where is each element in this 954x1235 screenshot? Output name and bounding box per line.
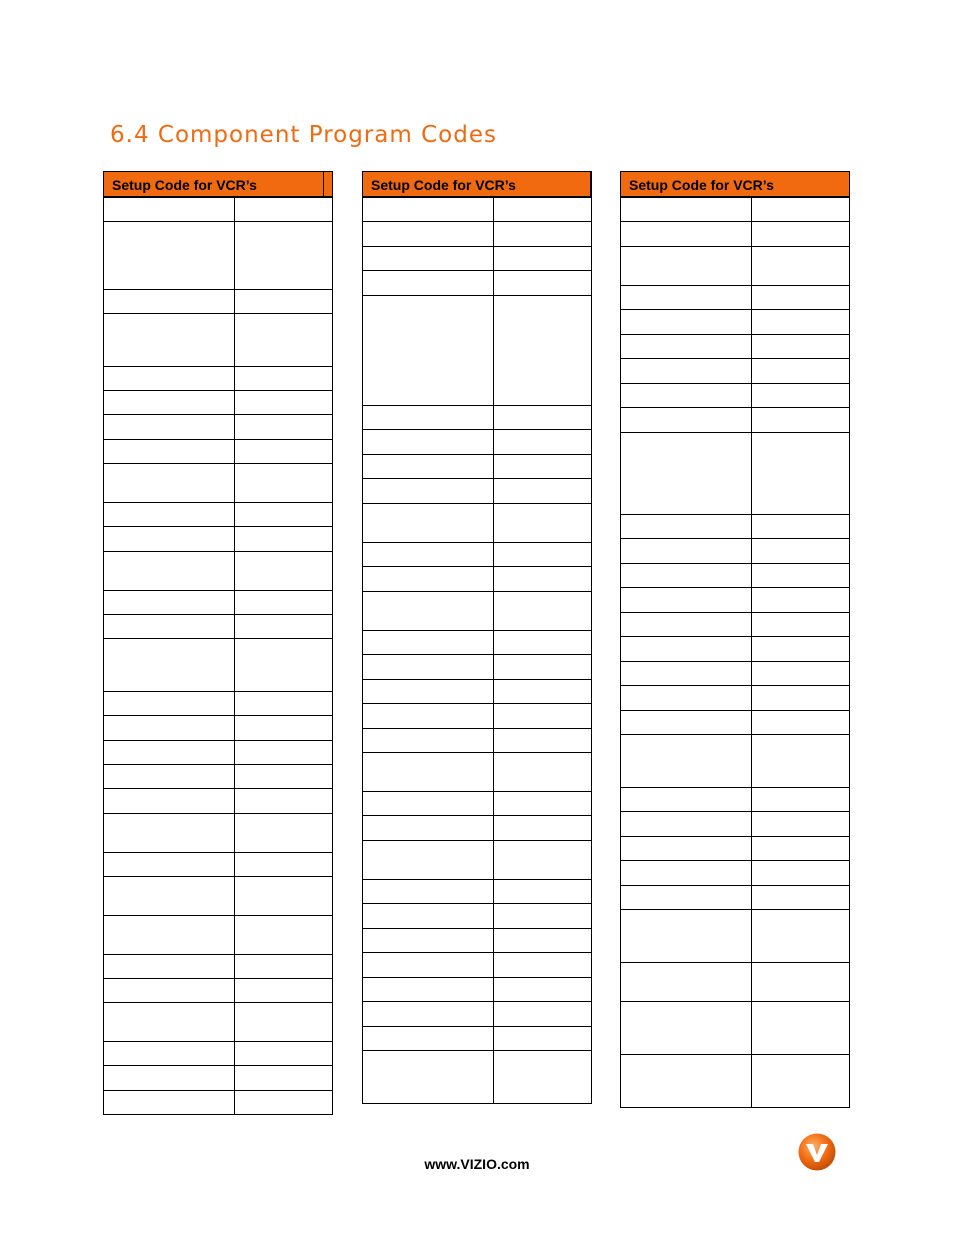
table-row (363, 479, 592, 504)
code-table (103, 197, 333, 1115)
table-row (363, 504, 592, 543)
table-row (363, 198, 592, 222)
table-row (363, 567, 592, 592)
table-row (621, 861, 850, 886)
table-row (104, 877, 333, 916)
table-header (362, 171, 592, 197)
table-row (621, 662, 850, 686)
table-row (104, 1066, 333, 1091)
table-row (104, 853, 333, 877)
table-row (363, 904, 592, 929)
table-row (104, 290, 333, 314)
table-row (621, 588, 850, 613)
table-row (621, 1055, 850, 1108)
table-header (620, 171, 850, 197)
header-divider (590, 172, 591, 196)
table-row (363, 655, 592, 680)
table-row (363, 880, 592, 904)
table-row (621, 812, 850, 837)
table-row (621, 335, 850, 359)
table-row (104, 716, 333, 741)
table-row (621, 408, 850, 433)
table-row (363, 247, 592, 271)
table-row (621, 837, 850, 861)
table-row (363, 1027, 592, 1051)
table-row (621, 310, 850, 335)
table-row (363, 543, 592, 567)
table-row (621, 515, 850, 539)
table-row (104, 692, 333, 716)
table-header-label: Setup Code for VCR’s (629, 177, 774, 193)
table-row (363, 929, 592, 953)
table-row (104, 814, 333, 853)
table-row (104, 440, 333, 464)
table-row (104, 527, 333, 552)
table-row (621, 613, 850, 637)
code-table (362, 197, 592, 1104)
table-row (621, 735, 850, 788)
table-row (363, 680, 592, 704)
table-row (621, 910, 850, 963)
table-row (621, 247, 850, 286)
table-row (363, 430, 592, 455)
code-table (620, 197, 850, 1108)
table-row (363, 1051, 592, 1104)
table-row (104, 741, 333, 765)
table-row (104, 615, 333, 639)
table-row (621, 788, 850, 812)
table-row (363, 816, 592, 841)
header-divider (323, 172, 324, 196)
table-row (104, 916, 333, 955)
table-row (104, 222, 333, 290)
table-row (621, 711, 850, 735)
table-row (104, 314, 333, 367)
table-row (621, 963, 850, 1002)
table-row (104, 367, 333, 391)
table-row (363, 978, 592, 1002)
table-row (104, 955, 333, 979)
table-row (363, 753, 592, 792)
table-row (104, 464, 333, 503)
table-row (104, 1091, 333, 1115)
table-row (363, 1002, 592, 1027)
table-row (621, 564, 850, 588)
table-row (104, 591, 333, 615)
vizio-v-logo-icon (798, 1133, 836, 1171)
table-row (621, 539, 850, 564)
table-row (363, 296, 592, 406)
table-row (104, 198, 333, 222)
table-row (363, 704, 592, 729)
table-row (104, 639, 333, 692)
table-row (621, 886, 850, 910)
table-row (621, 686, 850, 711)
table-row (104, 391, 333, 415)
table-row (363, 455, 592, 479)
table-header (103, 171, 333, 197)
table-row (363, 729, 592, 753)
table-row (363, 406, 592, 430)
table-row (621, 222, 850, 247)
table-row (621, 433, 850, 515)
table-row (363, 792, 592, 816)
table-row (104, 415, 333, 440)
table-row (363, 953, 592, 978)
table-row (621, 359, 850, 384)
table-row (363, 222, 592, 247)
vcr-codes-table-3 (620, 171, 850, 1108)
table-row (363, 271, 592, 296)
table-row (104, 503, 333, 527)
table-header-label: Setup Code for VCR’s (112, 177, 257, 193)
table-row (363, 592, 592, 631)
table-row (104, 789, 333, 814)
vcr-codes-table-2 (362, 171, 592, 1104)
footer-url: www.VIZIO.com (424, 1156, 530, 1172)
table-header-label: Setup Code for VCR’s (371, 177, 516, 193)
table-row (104, 979, 333, 1003)
table-row (104, 1042, 333, 1066)
vcr-codes-table-1 (103, 171, 333, 1115)
table-row (621, 198, 850, 222)
table-row (363, 841, 592, 880)
page-title: 6.4 Component Program Codes (110, 122, 497, 148)
table-row (104, 552, 333, 591)
table-row (621, 637, 850, 662)
table-row (621, 286, 850, 310)
table-row (363, 631, 592, 655)
table-row (621, 384, 850, 408)
table-row (104, 1003, 333, 1042)
table-row (104, 765, 333, 789)
table-row (621, 1002, 850, 1055)
